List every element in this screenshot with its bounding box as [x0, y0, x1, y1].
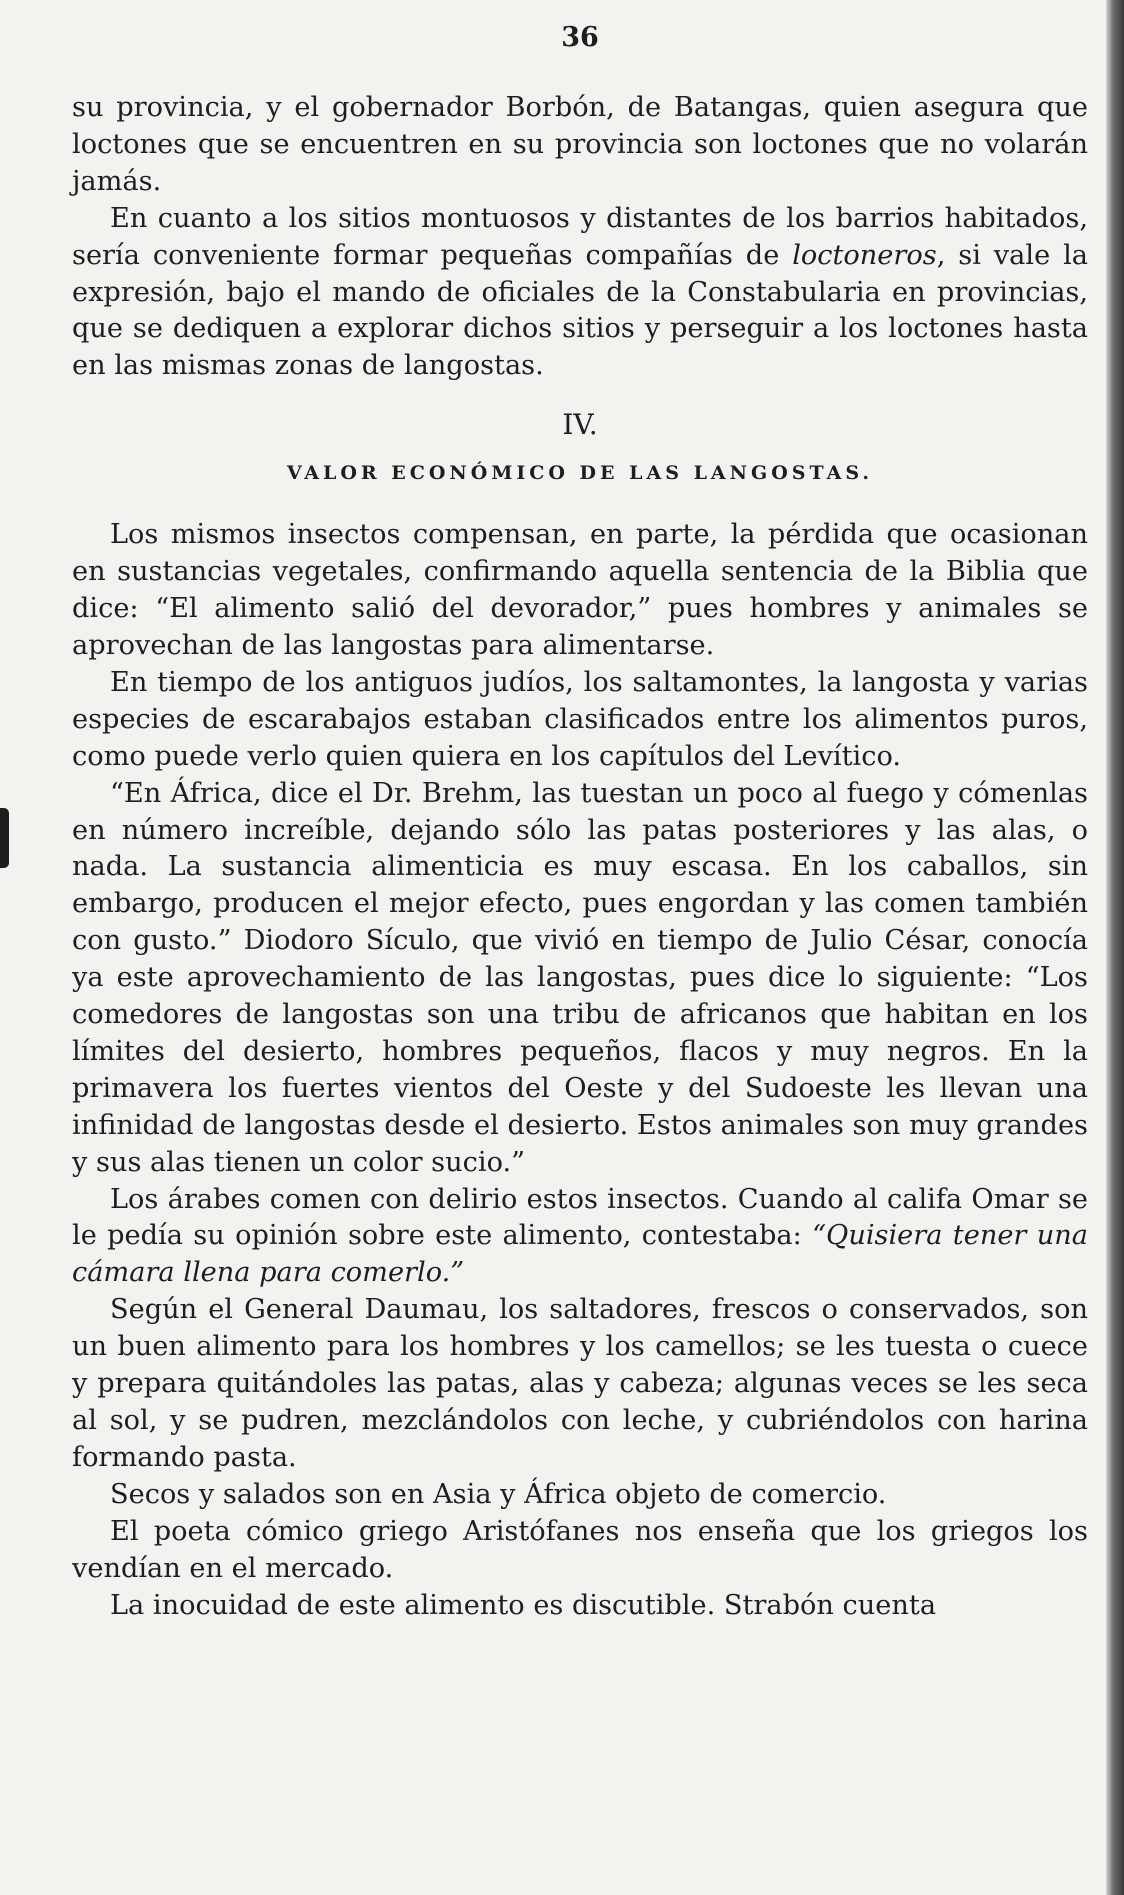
- paragraph: Los mismos insectos compensan, en parte, la pérdida que ocasionan en sustancias vegetales, confirmando aquella sentencia de la Biblia que dice: “El alimento salió del devorador,” pues hombres y animales se aprovechan de las langostas para alimentarse.: [72, 519, 1088, 661]
- section-numeral: IV.: [562, 408, 598, 442]
- binding-mark: [0, 808, 9, 868]
- paragraph: La inocuidad de este alimento es discutible. Strabón cuenta: [110, 1589, 937, 1621]
- paragraph: Según el General Daumau, los saltadores, frescos o conservados, son un buen alimento para los hombres y los camellos; se les tuesta o cuece y prepara quitándoles las patas, alas y cabeza; algunas veces se les seca al sol, y se pudren, mezclándolos con leche, y cubriéndolos con harina formando pasta.: [72, 1294, 1088, 1473]
- paragraph-text: , si vale la expresión, bajo el mando de oficiales de la Constabularia en provincias, que se dediquen a explorar dichos sitios y perseguir a los loctones hasta en las mismas zonas de langostas.: [72, 239, 1088, 382]
- paragraph-califa: [72, 1182, 1088, 1293]
- page-edge-shadow: [1106, 0, 1124, 1895]
- paragraph: En tiempo de los antiguos judíos, los saltamontes, la langosta y varias especies de escarabajos estaban clasificados entre los alimentos puros, como puede verlo quien quiera en los capítulos del Levítico.: [72, 666, 1088, 772]
- paragraph: El poeta cómico griego Aristófanes nos enseña que los griegos los vendían en el mercado.: [72, 1515, 1088, 1584]
- paragraph-continuation: su provincia, y el gobernador Borbón, de Batangas, quien asegura que loctones que se encuentren en su provincia son loctones que no volarán jamás.: [72, 92, 1088, 197]
- section-title: VALOR ECONÓMICO DE LAS LANGOSTAS.: [286, 462, 874, 485]
- paragraph: Secos y salados son en Asia y África objeto de comercio.: [110, 1478, 887, 1510]
- italic-term: loctoneros: [792, 239, 937, 271]
- italic-quote: “Quisiera tener una cámara llena para comerlo.”: [72, 1220, 1088, 1289]
- paragraph-loctoneros: [72, 201, 1088, 386]
- paragraph-text: En cuanto a los sitios montuosos y distantes de los barrios habitados, sería conveniente formar pequeñas compañías de: [72, 202, 1088, 271]
- paragraph-text: Los árabes comen con delirio estos insectos. Cuando al califa Omar se le pedía su opinión sobre este alimento, contestaba:: [72, 1183, 1088, 1252]
- paragraph: “En África, dice el Dr. Brehm, las tuestan un poco al fuego y cómenlas en número increíble, dejando sólo las patas posteriores y las alas, o nada. La sustancia alimenticia es muy escasa. En los caballos, sin embargo, producen el mejor efecto, pues engordan y las comen también con gusto.” Diodoro Sículo, que vivió en tiempo de Julio César, conocía ya este aprovechamiento de las langostas, pues dice lo siguiente: “Los comedores de langostas son una tribu de africanos que habitan en los límites del desierto, hombres pequeños, flacos y muy negros. En la primavera los fuertes vientos del Oeste y del Sudoeste les llevan una infinidad de langostas desde el desierto. Estos animales son muy grandes y sus alas tienen un color sucio.”: [72, 777, 1088, 1178]
- page-number: 36: [561, 22, 599, 53]
